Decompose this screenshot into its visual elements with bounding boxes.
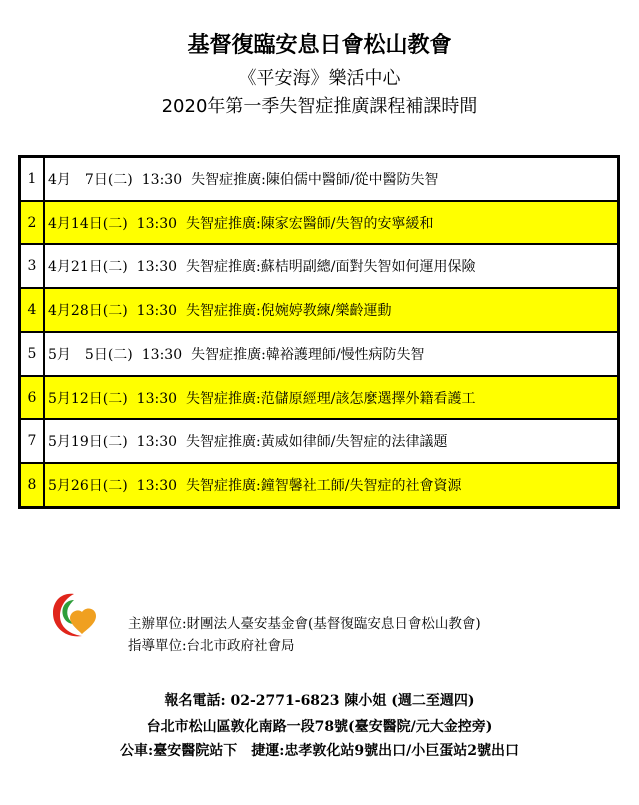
row-number: 7: [20, 419, 45, 463]
session-description: 失智症推廣:鐘智馨社工師/失智症的社會資源: [186, 478, 462, 495]
table-row: [20, 332, 619, 376]
session-weekday: (二): [102, 434, 128, 451]
host-organization: 主辦單位:財團法人臺安基金會(基督復臨安息日會松山教會): [128, 616, 481, 632]
session-description: 失智症推廣:倪婉婷教練/樂齡運動: [186, 303, 392, 320]
session-time: 13:30: [141, 171, 183, 188]
row-number: 2: [20, 201, 45, 245]
session-weekday: (二): [102, 478, 128, 495]
session-cell: [44, 288, 619, 332]
registration-phone: 報名電話: 02-2771-6823 陳小姐 (週二至週四): [164, 693, 475, 709]
session-cell: [44, 332, 619, 376]
row-number: 3: [20, 244, 45, 288]
table-row: [20, 288, 619, 332]
session-date: 5月26日: [48, 478, 103, 495]
session-cell: [44, 376, 619, 420]
row-number: 8: [20, 463, 45, 507]
session-description: 失智症推廣:韓裕護理師/慢性病防失智: [191, 346, 425, 363]
table-row: [20, 157, 619, 201]
session-description: 失智症推廣:黃威如律師/失智症的法律議題: [186, 434, 448, 451]
session-weekday: (二): [102, 390, 128, 407]
session-cell: [44, 419, 619, 463]
session-description: 失智症推廣:蘇桔明副總/面對失智如何運用保險: [186, 259, 476, 276]
table-row: [20, 201, 619, 245]
page-heading: 2020年第一季失智症推廣課程補課時間: [161, 96, 478, 117]
session-time: 13:30: [141, 346, 183, 363]
row-number: 1: [20, 157, 45, 201]
heart-logo-icon: [48, 588, 104, 640]
session-weekday: (二): [107, 346, 133, 363]
session-date: 4月28日: [48, 303, 103, 320]
session-date: 4月 7日: [48, 171, 108, 188]
session-date: 5月19日: [48, 434, 103, 451]
session-weekday: (二): [102, 303, 128, 320]
session-time: 13:30: [136, 259, 178, 276]
schedule-table: [18, 155, 620, 509]
session-weekday: (二): [107, 171, 133, 188]
row-number: 4: [20, 288, 45, 332]
table-row: [20, 419, 619, 463]
session-description: 失智症推廣:范儲原經理/該怎麼選擇外籍看護工: [186, 390, 476, 407]
session-cell: [44, 463, 619, 507]
session-description: 失智症推廣:陳家宏醫師/失智的安寧緩和: [186, 215, 434, 232]
session-date: 5月 5日: [48, 346, 108, 363]
session-time: 13:30: [136, 434, 178, 451]
row-number: 6: [20, 376, 45, 420]
session-weekday: (二): [102, 259, 128, 276]
table-row: [20, 463, 619, 507]
session-description: 失智症推廣:陳伯儒中醫師/從中醫防失智: [191, 171, 439, 188]
session-time: 13:30: [136, 390, 178, 407]
page-title: 基督復臨安息日會松山教會: [187, 33, 452, 58]
session-time: 13:30: [136, 478, 178, 495]
session-date: 4月14日: [48, 215, 103, 232]
session-date: 4月21日: [48, 259, 103, 276]
session-date: 5月12日: [48, 390, 103, 407]
page-subtitle: 《平安海》樂活中心: [238, 68, 401, 89]
session-time: 13:30: [136, 215, 178, 232]
session-time: 13:30: [136, 303, 178, 320]
table-row: [20, 376, 619, 420]
supervising-organization: 指導單位:台北市政府社會局: [128, 638, 295, 654]
session-weekday: (二): [102, 215, 128, 232]
row-number: 5: [20, 332, 45, 376]
session-cell: [44, 201, 619, 245]
table-row: [20, 244, 619, 288]
transit-info: 公車:臺安醫院站下 捷運:忠孝敦化站9號出口/小巨蛋站2號出口: [120, 743, 519, 759]
venue-address: 台北市松山區敦化南路一段78號(臺安醫院/元大金控旁): [146, 719, 493, 735]
session-cell: [44, 157, 619, 201]
session-cell: [44, 244, 619, 288]
